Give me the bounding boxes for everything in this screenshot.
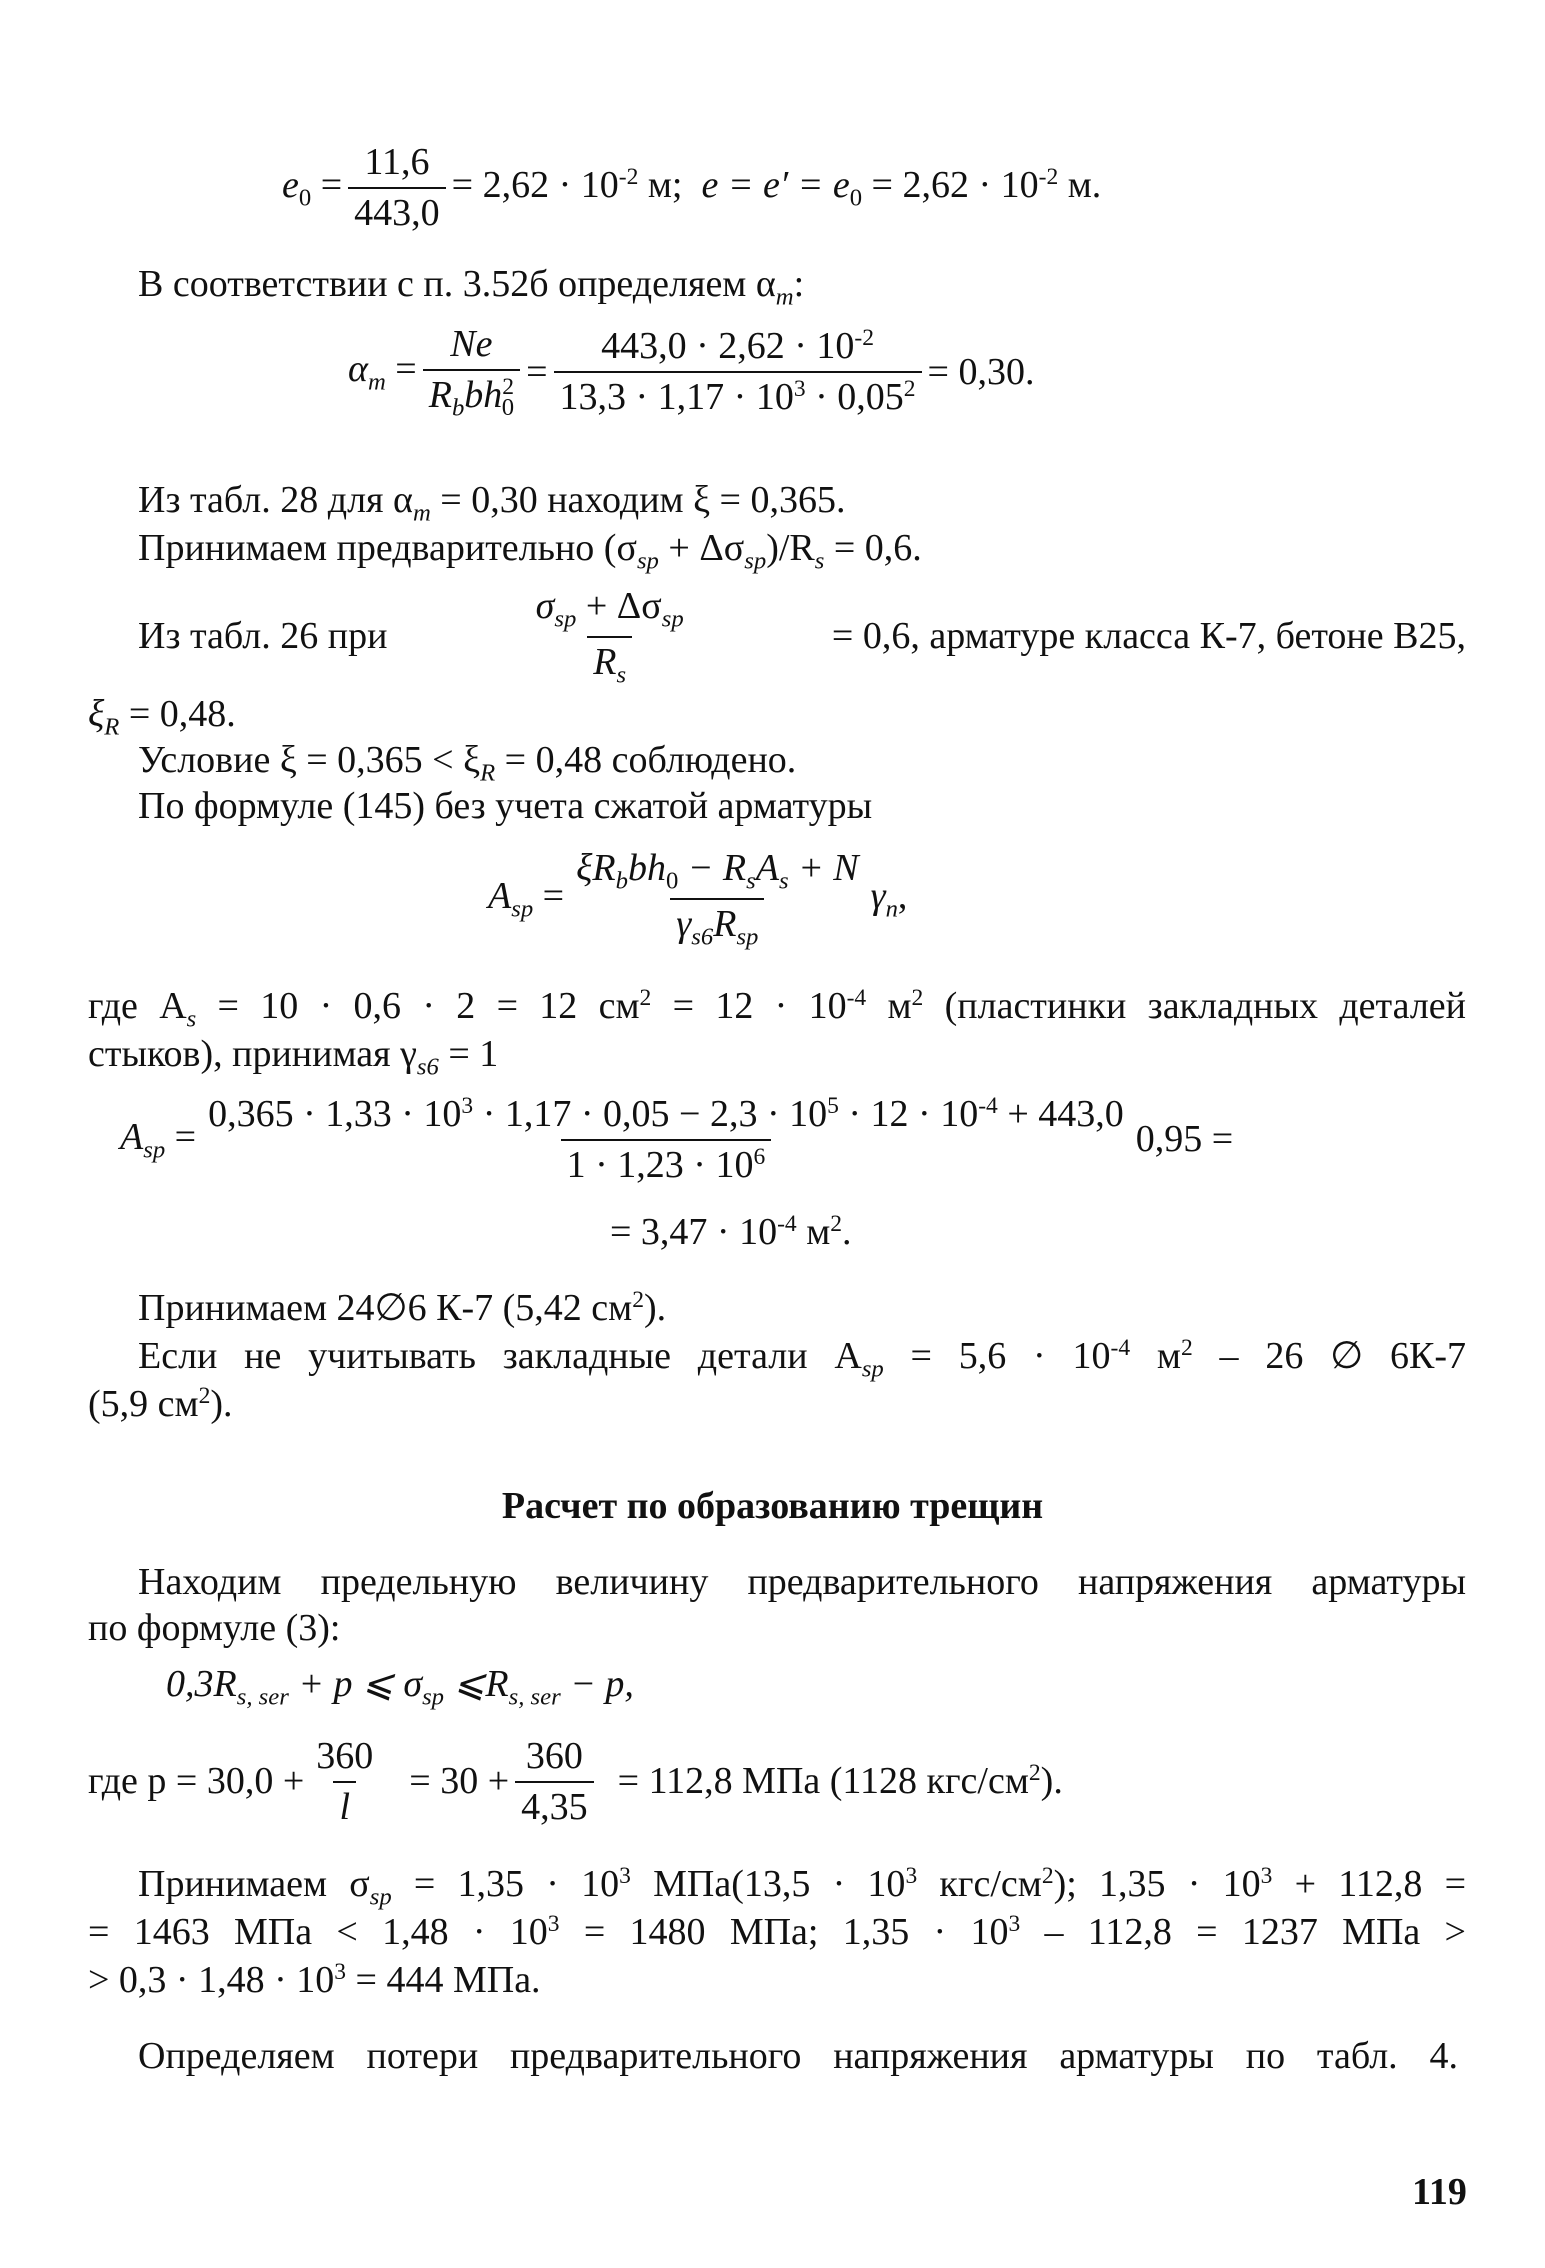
eq1-result-b-exp: -2: [1038, 163, 1059, 190]
eq3-den-sub2: sp: [736, 923, 759, 951]
p8a-text: где A: [88, 985, 187, 1027]
eq1-numerator: 11,6: [364, 141, 430, 183]
eq4-num-exp3: -4: [978, 1093, 998, 1120]
eq2-lhs: α: [348, 348, 368, 391]
paragraph-xi-r: [88, 692, 236, 742]
eq1-lhs: e: [282, 163, 299, 206]
p12a-exp3: 3: [1260, 1863, 1273, 1890]
p3-sub3: s: [814, 547, 825, 575]
p4-den: R: [593, 640, 617, 683]
eq2-num2-exp: -2: [854, 325, 874, 352]
p12c-end: = 444 МПа.: [346, 1959, 541, 2001]
p10a-end: м: [1130, 1335, 1181, 1377]
p4-den-sub: s: [616, 661, 627, 689]
p12a-sq: 2: [1041, 1863, 1054, 1890]
p3-sub2: sp: [744, 547, 767, 575]
p10a-exp: -4: [1110, 1335, 1131, 1362]
eq1-rhs: e = e′ = e: [701, 163, 850, 206]
eq4-num-exp2: 5: [827, 1093, 839, 1120]
paragraph-accept-sigma: [138, 1862, 1466, 1912]
p3-sub1: sp: [636, 547, 659, 575]
eq4-num-a: 0,365 · 1,33 · 10: [208, 1093, 462, 1135]
p10a-sq: 2: [1180, 1335, 1193, 1362]
eq2-fraction-2: [554, 324, 922, 420]
p10b-end: ).: [210, 1383, 233, 1425]
paragraph-accept-sigma-3: [88, 1958, 541, 2003]
p8a-mid: = 10 · 0,6 · 2 = 12 см: [196, 985, 640, 1027]
p4-num-sub: sp: [554, 605, 577, 633]
eq6-end-tail: ).: [1040, 1760, 1063, 1803]
section-heading: [0, 1484, 1545, 1529]
paragraph-if-not: [138, 1334, 1466, 1384]
p1-sub: m: [775, 283, 794, 311]
p4-num: σ: [535, 585, 555, 627]
paragraph-as-definition: [88, 984, 1466, 1034]
p3-mid: + Δσ: [658, 527, 745, 569]
p2-text: Из табл. 28 для α: [138, 479, 413, 521]
p10b-sq: 2: [198, 1383, 211, 1410]
eq3-num-sub3: s: [746, 867, 756, 895]
eq4-line2-dot: .: [842, 1211, 852, 1253]
paragraph-preliminary: [138, 526, 922, 576]
p4-start: Из табл. 26 при: [138, 615, 388, 658]
eq4-fraction: [202, 1092, 1130, 1188]
eq3-num-c: − R: [678, 847, 747, 889]
eq4-lhs-sub: sp: [143, 1136, 166, 1164]
eq6-den2: 4,35: [515, 1781, 594, 1830]
p12a-e: ); 1,35 · 10: [1053, 1863, 1261, 1905]
eq1-lhs-sub: 0: [298, 184, 312, 212]
p4-num-sub2: sp: [661, 605, 684, 633]
eq3-num-sub4: s: [778, 867, 789, 895]
eq6-num2: 360: [525, 1735, 583, 1777]
eq3-num-e: + N: [788, 847, 859, 889]
page-number-text: 119: [1412, 2171, 1467, 2213]
p10b-text: (5,9 см: [88, 1383, 199, 1425]
heading-text: Расчет по образованию трещин: [501, 1485, 1044, 1527]
p5-end: = 0,48.: [119, 693, 236, 735]
p4-num-mid: + Δσ: [576, 585, 662, 627]
eq6-start: где p = 30,0 +: [88, 1760, 305, 1803]
eq1-denominator: 443,0: [348, 187, 446, 236]
p9-end: ).: [643, 1287, 667, 1329]
paragraph-gamma-s6: [88, 1032, 498, 1082]
p1-end: :: [793, 263, 805, 305]
equation-asp-numeric: $A_{sp}$ = $0,365 \cdot 1,33 \cdot 10^3 \cdot 1,17 \cdot 0,05 - 2,3 \cdot 10^5 \cdot 12 \cdot 10^{-4} + 443,0$ $1 \cdot 1,23 \cdot 10^6$ 0,95 =: [120, 1093, 1234, 1186]
eq2-den2-b: · 0,05: [805, 376, 904, 419]
eq3-den-b: R: [713, 902, 737, 945]
eq6-num1: 360: [316, 1735, 374, 1777]
p8b-sub: s6: [416, 1053, 439, 1081]
eq1-result-b: = 2,62 · 10: [862, 163, 1039, 206]
eq4-num-b: · 1,17 · 0,05 − 2,3 · 10: [473, 1093, 828, 1135]
eq1-result-a: = 2,62 · 10: [451, 163, 619, 206]
eq1-fraction: [348, 140, 446, 236]
p10a-mid: = 5,6 · 10: [883, 1335, 1111, 1377]
p9-text: Принимаем 24∅6 К-7 (5,42 см: [138, 1287, 633, 1329]
eq5-b-sub: sp: [422, 1683, 445, 1711]
eq3-num-sub2: 0: [665, 867, 679, 895]
p3-mid2: )/R: [766, 527, 815, 569]
eq2-den2-exp: 3: [793, 376, 806, 403]
equation-alpha-m: $\alpha_m$ = $\frac{Ne}{R_bbh^2_0}$ = $\frac{443,0 \cdot 2,62 \cdot 10^{-2}}{13,3 \cdot 1,17 \cdot 10^3 \cdot 0,05^2}$ = 0,30.: [348, 323, 1035, 422]
eq3-den-sub: s6: [691, 923, 714, 951]
p12a-exp2: 3: [905, 1863, 918, 1890]
eq3-tail-sub: n: [885, 895, 898, 923]
eq3-den-a: γ: [676, 902, 692, 945]
p8b-text: стыков), принимая γ: [88, 1033, 417, 1075]
eq2-den1-a: R: [428, 373, 452, 416]
p7-text: По формуле (145) без учета сжатой арматуры: [138, 785, 873, 827]
eq2-den1-sq: 2: [502, 373, 515, 400]
p9-sq: 2: [632, 1287, 644, 1314]
paragraph-losses: [138, 2034, 1458, 2079]
p12b-exp: 3: [547, 1911, 560, 1938]
p10a-tail: – 26 ∅ 6К-7: [1192, 1335, 1466, 1377]
p12b-text: = 1463 МПа < 1,48 · 10: [88, 1911, 548, 1953]
p8a-sq: 2: [639, 985, 652, 1012]
eq2-den1-sub2: 0: [501, 394, 515, 422]
eq3-num-sub: b: [615, 867, 628, 895]
p8a-exp: -4: [846, 985, 867, 1012]
paragraph-find-limit: [138, 1560, 1466, 1605]
eq3-fraction: [570, 846, 864, 952]
eq2-den2-a: 13,3 · 1,17 · 10: [559, 376, 794, 419]
p3-text: Принимаем предварительно (σ: [138, 527, 637, 569]
paragraph-table28: [138, 478, 845, 528]
eq4-lhs: A: [120, 1115, 144, 1158]
eq2-den2-sq: 2: [903, 376, 916, 403]
eq3-tail-end: ,: [897, 874, 908, 917]
paragraph-table26: [138, 584, 1466, 690]
p12b-b: = 1480 МПа; 1,35 · 10: [559, 1911, 1009, 1953]
paragraph-accept-24: [138, 1286, 666, 1331]
eq6-end: = 112,8 МПа (1128 кгс/см: [617, 1760, 1029, 1803]
p12c-text: > 0,3 · 1,48 · 10: [88, 1959, 335, 2001]
p12a-sub: sp: [369, 1883, 392, 1911]
p12a-b: = 1,35 · 10: [391, 1863, 620, 1905]
eq6-fraction-1: [310, 1734, 379, 1830]
eq2-numerator-1: Ne: [450, 323, 493, 365]
p8a-tail: (пластинки закладных деталей: [923, 985, 1466, 1027]
eq4-line2-end: м: [796, 1211, 831, 1253]
eq2-den1-b: bh: [464, 373, 503, 416]
eq1-unit-b: м.: [1058, 163, 1102, 206]
eq5-a-sub: s, ser: [236, 1683, 289, 1711]
eq5-a: 0,3R: [166, 1663, 237, 1705]
eq4-line2-exp: -4: [777, 1211, 797, 1238]
paragraph-formula3: [88, 1606, 340, 1651]
p6-text: Условие ξ = 0,365 < ξ: [138, 739, 481, 781]
eq2-den1-sub: b: [451, 394, 465, 422]
eq1-unit-a: м;: [638, 163, 683, 206]
eq5-c-sub: s, ser: [508, 1683, 561, 1711]
eq4-num-c: · 12 · 10: [838, 1093, 979, 1135]
eq4-den: 1 · 1,23 · 10: [566, 1143, 754, 1186]
equation-inequality: [166, 1662, 634, 1712]
p8a-sq2: 2: [911, 985, 924, 1012]
p2-end: = 0,30 находим ξ = 0,365.: [430, 479, 846, 521]
eq5-c: ⩽R: [444, 1663, 509, 1705]
p8a-mid2: = 12 · 10: [651, 985, 847, 1027]
p12b-c: – 112,8 = 1237 МПа >: [1020, 1911, 1466, 1953]
paragraph-alpha-intro: [138, 262, 804, 312]
eq4-line2-sq: 2: [830, 1211, 843, 1238]
eq4-num-exp: 3: [461, 1093, 474, 1120]
p12b-exp2: 3: [1008, 1911, 1021, 1938]
eq6-mid: = 30 +: [409, 1760, 510, 1803]
eq6-fraction-2: [515, 1734, 594, 1830]
p8a-end: м: [866, 985, 912, 1027]
eq4-den-exp: 6: [753, 1143, 766, 1170]
equation-asp-formula: $A_{sp}$ = $\frac{\xi R_bbh_0 - R_sA_s + N}{\gamma_{s6}R_{sp}}$ $\gamma_n$,: [488, 847, 908, 951]
eq3-num-a: ξR: [576, 847, 616, 889]
p3-end: = 0,6.: [824, 527, 922, 569]
paragraph-if-not-cont: [88, 1382, 233, 1427]
eq2-result: = 0,30.: [927, 350, 1035, 393]
eq4-num-d: + 443,0: [997, 1093, 1124, 1135]
p6-sub: R: [480, 759, 496, 787]
eq3-lhs: A: [488, 874, 512, 917]
eq2-fraction-1: [423, 322, 520, 423]
p12a-d: кгс/см: [917, 1863, 1042, 1905]
eq3-tail: γ: [870, 874, 886, 917]
p12a-f: + 112,8 =: [1272, 1863, 1466, 1905]
p4-end: = 0,6, арматуре класса К-7, бетоне В25,: [831, 615, 1466, 658]
p2-sub: m: [412, 499, 431, 527]
page-number: [1412, 2170, 1467, 2215]
p11b-text: по формуле (3):: [88, 1607, 341, 1649]
p5-sub: R: [104, 713, 120, 741]
eq2-lhs-sub: m: [367, 369, 386, 397]
eq1-rhs-sub: 0: [849, 184, 863, 212]
equation-p: [88, 1734, 1063, 1830]
p8a-sub: s: [186, 1005, 197, 1033]
paragraph-condition: [138, 738, 796, 788]
equation-asp-result: [610, 1210, 852, 1255]
p8b-end: = 1: [438, 1033, 499, 1075]
p12a-text: Принимаем σ: [138, 1863, 370, 1905]
p10a-text: Если не учитывать закладные детали A: [138, 1335, 862, 1377]
eq5-b: + p ⩽ σ: [288, 1663, 423, 1705]
p12a-exp: 3: [619, 1863, 631, 1890]
eq3-lhs-sub: sp: [511, 895, 534, 923]
p6-end: = 0,48 соблюдено.: [495, 739, 797, 781]
eq6-end-sq: 2: [1028, 1760, 1041, 1787]
eq6-den1: l: [339, 1785, 351, 1828]
eq3-num-d: A: [755, 847, 779, 889]
equation-e0: $e_0$ = $\frac{11,6}{443,0}$ = $2,62 \cdot 10^{-2}$ м; $e = e' = e_0 = 2,62 \cdot 10^{-2}$ м.: [282, 141, 1102, 234]
p12a-c: МПа(13,5 · 10: [630, 1863, 906, 1905]
p11a-text: Находим предельную величину предварительного напряжения арматуры: [138, 1561, 1466, 1603]
p13-text: Определяем потери предварительного напряжения арматуры по табл. 4.: [138, 2035, 1458, 2077]
p10a-sub: sp: [861, 1355, 884, 1383]
eq4-line2: = 3,47 · 10: [610, 1211, 778, 1253]
p5-text: ξ: [88, 693, 105, 735]
eq5-d: − p,: [560, 1663, 634, 1705]
paragraph-formula145: [138, 784, 872, 829]
p1-text: В соответствии с п. 3.52б определяем α: [138, 263, 776, 305]
eq1-result-a-exp: -2: [618, 163, 639, 190]
eq3-num-b: bh: [627, 847, 666, 889]
paragraph-accept-sigma-2: [88, 1910, 1466, 1955]
p12c-exp: 3: [334, 1959, 347, 1986]
eq2-numerator-2: 443,0 · 2,62 · 10: [601, 325, 855, 368]
p4-fraction: [530, 584, 690, 690]
eq4-tail: 0,95 =: [1135, 1118, 1234, 1161]
